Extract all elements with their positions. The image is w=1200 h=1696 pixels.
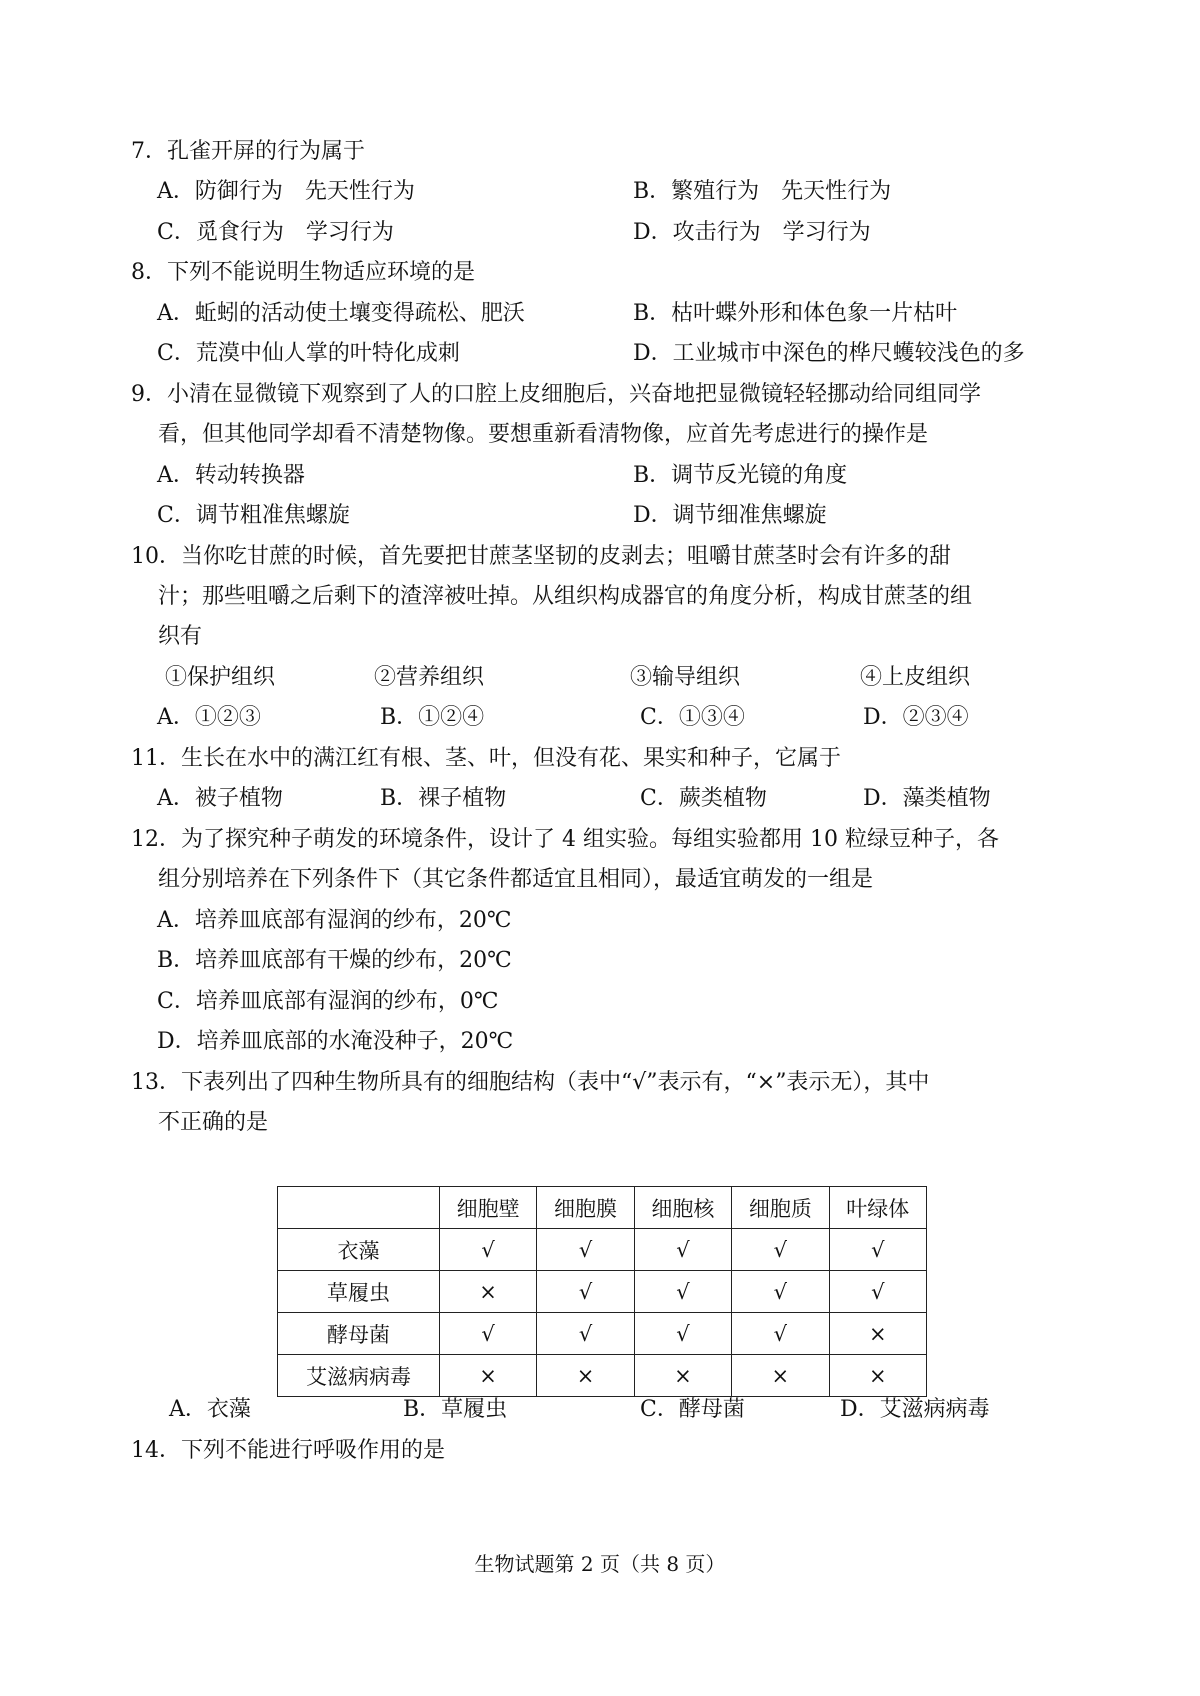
table-row [278,1355,927,1397]
table-cell: 酵母菌 [278,1313,440,1355]
table-cell: × [829,1313,926,1355]
table-header-cell: 细胞膜 [537,1187,634,1229]
question-10-option-a: A．①②③ [157,705,261,730]
question-10-option-c: C．①③④ [640,705,745,730]
question-7-option-a: A．防御行为 先天性行为 [157,179,415,204]
question-13-option-d: D．艾滋病病毒 [840,1397,990,1422]
question-13-option-c: C．酵母菌 [640,1397,745,1422]
question-7-option-c: C．觅食行为 学习行为 [157,220,394,245]
question-12-option-c: C．培养皿底部有湿润的纱布，0℃ [157,989,499,1014]
table-cell: √ [829,1271,926,1313]
table-header-cell: 叶绿体 [829,1187,926,1229]
table-row [278,1313,927,1355]
table-cell: √ [829,1229,926,1271]
question-13-option-a: A．衣藻 [169,1397,251,1422]
question-12-option-b: B．培养皿底部有干燥的纱布，20℃ [157,948,512,973]
table-cell: 草履虫 [278,1271,440,1313]
table-header-cell [278,1187,440,1229]
table-cell: √ [439,1313,536,1355]
question-13-stem-line1: 13．下表列出了四种生物所具有的细胞结构（表中“√”表示有，“×”表示无），其中 [131,1070,930,1095]
table-header-cell: 细胞核 [634,1187,731,1229]
table-cell: √ [732,1271,829,1313]
question-13-option-b: B．草履虫 [403,1397,508,1422]
table-cell: 衣藻 [278,1229,440,1271]
table-row [278,1271,927,1313]
question-13-stem-line2: 不正确的是 [158,1110,269,1135]
table-cell: √ [732,1229,829,1271]
table-row [278,1229,927,1271]
cell-structure-table [277,1186,927,1397]
question-10-option-d: D．②③④ [863,705,969,730]
question-7-stem: 7．孔雀开屏的行为属于 [131,139,365,164]
table-cell: × [634,1355,731,1397]
question-7-option-d: D．攻击行为 学习行为 [633,220,871,245]
question-11-option-a: A．被子植物 [157,786,283,811]
table-cell: √ [634,1271,731,1313]
table-cell: × [732,1355,829,1397]
table-cell: × [439,1271,536,1313]
question-8-option-d: D．工业城市中深色的桦尺蠖较浅色的多 [633,341,1025,366]
question-10-stem-line3: 织有 [158,624,203,649]
question-11-option-b: B．裸子植物 [380,786,507,811]
question-12-option-d: D．培养皿底部的水淹没种子，20℃ [157,1029,514,1054]
question-12-stem-line1: 12．为了探究种子萌发的环境条件，设计了 4 组实验。每组实验都用 10 粒绿豆种子，各 [131,827,999,852]
question-7-option-b: B．繁殖行为 先天性行为 [633,179,892,204]
question-8-option-a: A．蚯蚓的活动使土壤变得疏松、肥沃 [157,301,525,326]
table-header-row [278,1187,927,1229]
question-9-option-d: D．调节细准焦螺旋 [633,503,827,528]
table-cell: √ [537,1271,634,1313]
question-9-option-b: B．调节反光镜的角度 [633,463,848,488]
table-cell: √ [439,1229,536,1271]
question-10-item-4: ④上皮组织 [860,665,971,690]
question-8-stem: 8．下列不能说明生物适应环境的是 [131,260,475,285]
question-9-option-c: C．调节粗准焦螺旋 [157,503,350,528]
table-cell: √ [732,1313,829,1355]
question-11-stem: 11．生长在水中的满江红有根、茎、叶，但没有花、果实和种子，它属于 [131,746,841,771]
table-cell: √ [537,1313,634,1355]
question-10-item-3: ③输导组织 [630,665,741,690]
table-header-cell: 细胞壁 [439,1187,536,1229]
table-cell: × [439,1355,536,1397]
question-9-option-a: A．转动转换器 [157,463,305,488]
question-10-item-2: ②营养组织 [374,665,485,690]
question-12-stem-line2: 组分别培养在下列条件下（其它条件都适宜且相同），最适宜萌发的一组是 [158,867,874,892]
table-cell: √ [537,1229,634,1271]
question-10-option-b: B．①②④ [380,705,485,730]
question-11-option-d: D．藻类植物 [863,786,991,811]
table-cell: 艾滋病病毒 [278,1355,440,1397]
question-14-stem: 14．下列不能进行呼吸作用的是 [131,1438,445,1463]
question-12-option-a: A．培养皿底部有湿润的纱布，20℃ [157,908,512,933]
page-footer: 生物试题第 2 页（共 8 页） [474,1552,726,1576]
table-cell: √ [634,1313,731,1355]
question-10-stem-line2: 汁；那些咀嚼之后剩下的渣滓被吐掉。从组织构成器官的角度分析，构成甘蔗茎的组 [158,584,973,609]
question-11-option-c: C．蕨类植物 [640,786,767,811]
table-cell: × [829,1355,926,1397]
table-header-cell: 细胞质 [732,1187,829,1229]
question-9-stem-line1: 9．小清在显微镜下观察到了人的口腔上皮细胞后，兴奋地把显微镜轻轻挪动给同组同学 [131,382,981,407]
question-10-stem-line1: 10．当你吃甘蔗的时候，首先要把甘蔗茎坚韧的皮剥去；咀嚼甘蔗茎时会有许多的甜 [131,544,951,569]
table-cell: × [537,1355,634,1397]
table-cell: √ [634,1229,731,1271]
question-10-item-1: ①保护组织 [165,665,276,690]
question-8-option-c: C．荒漠中仙人掌的叶特化成刺 [157,341,460,366]
question-9-stem-line2: 看，但其他同学却看不清楚物像。要想重新看清物像，应首先考虑进行的操作是 [158,422,929,447]
question-8-option-b: B．枯叶蝶外形和体色象一片枯叶 [633,301,958,326]
